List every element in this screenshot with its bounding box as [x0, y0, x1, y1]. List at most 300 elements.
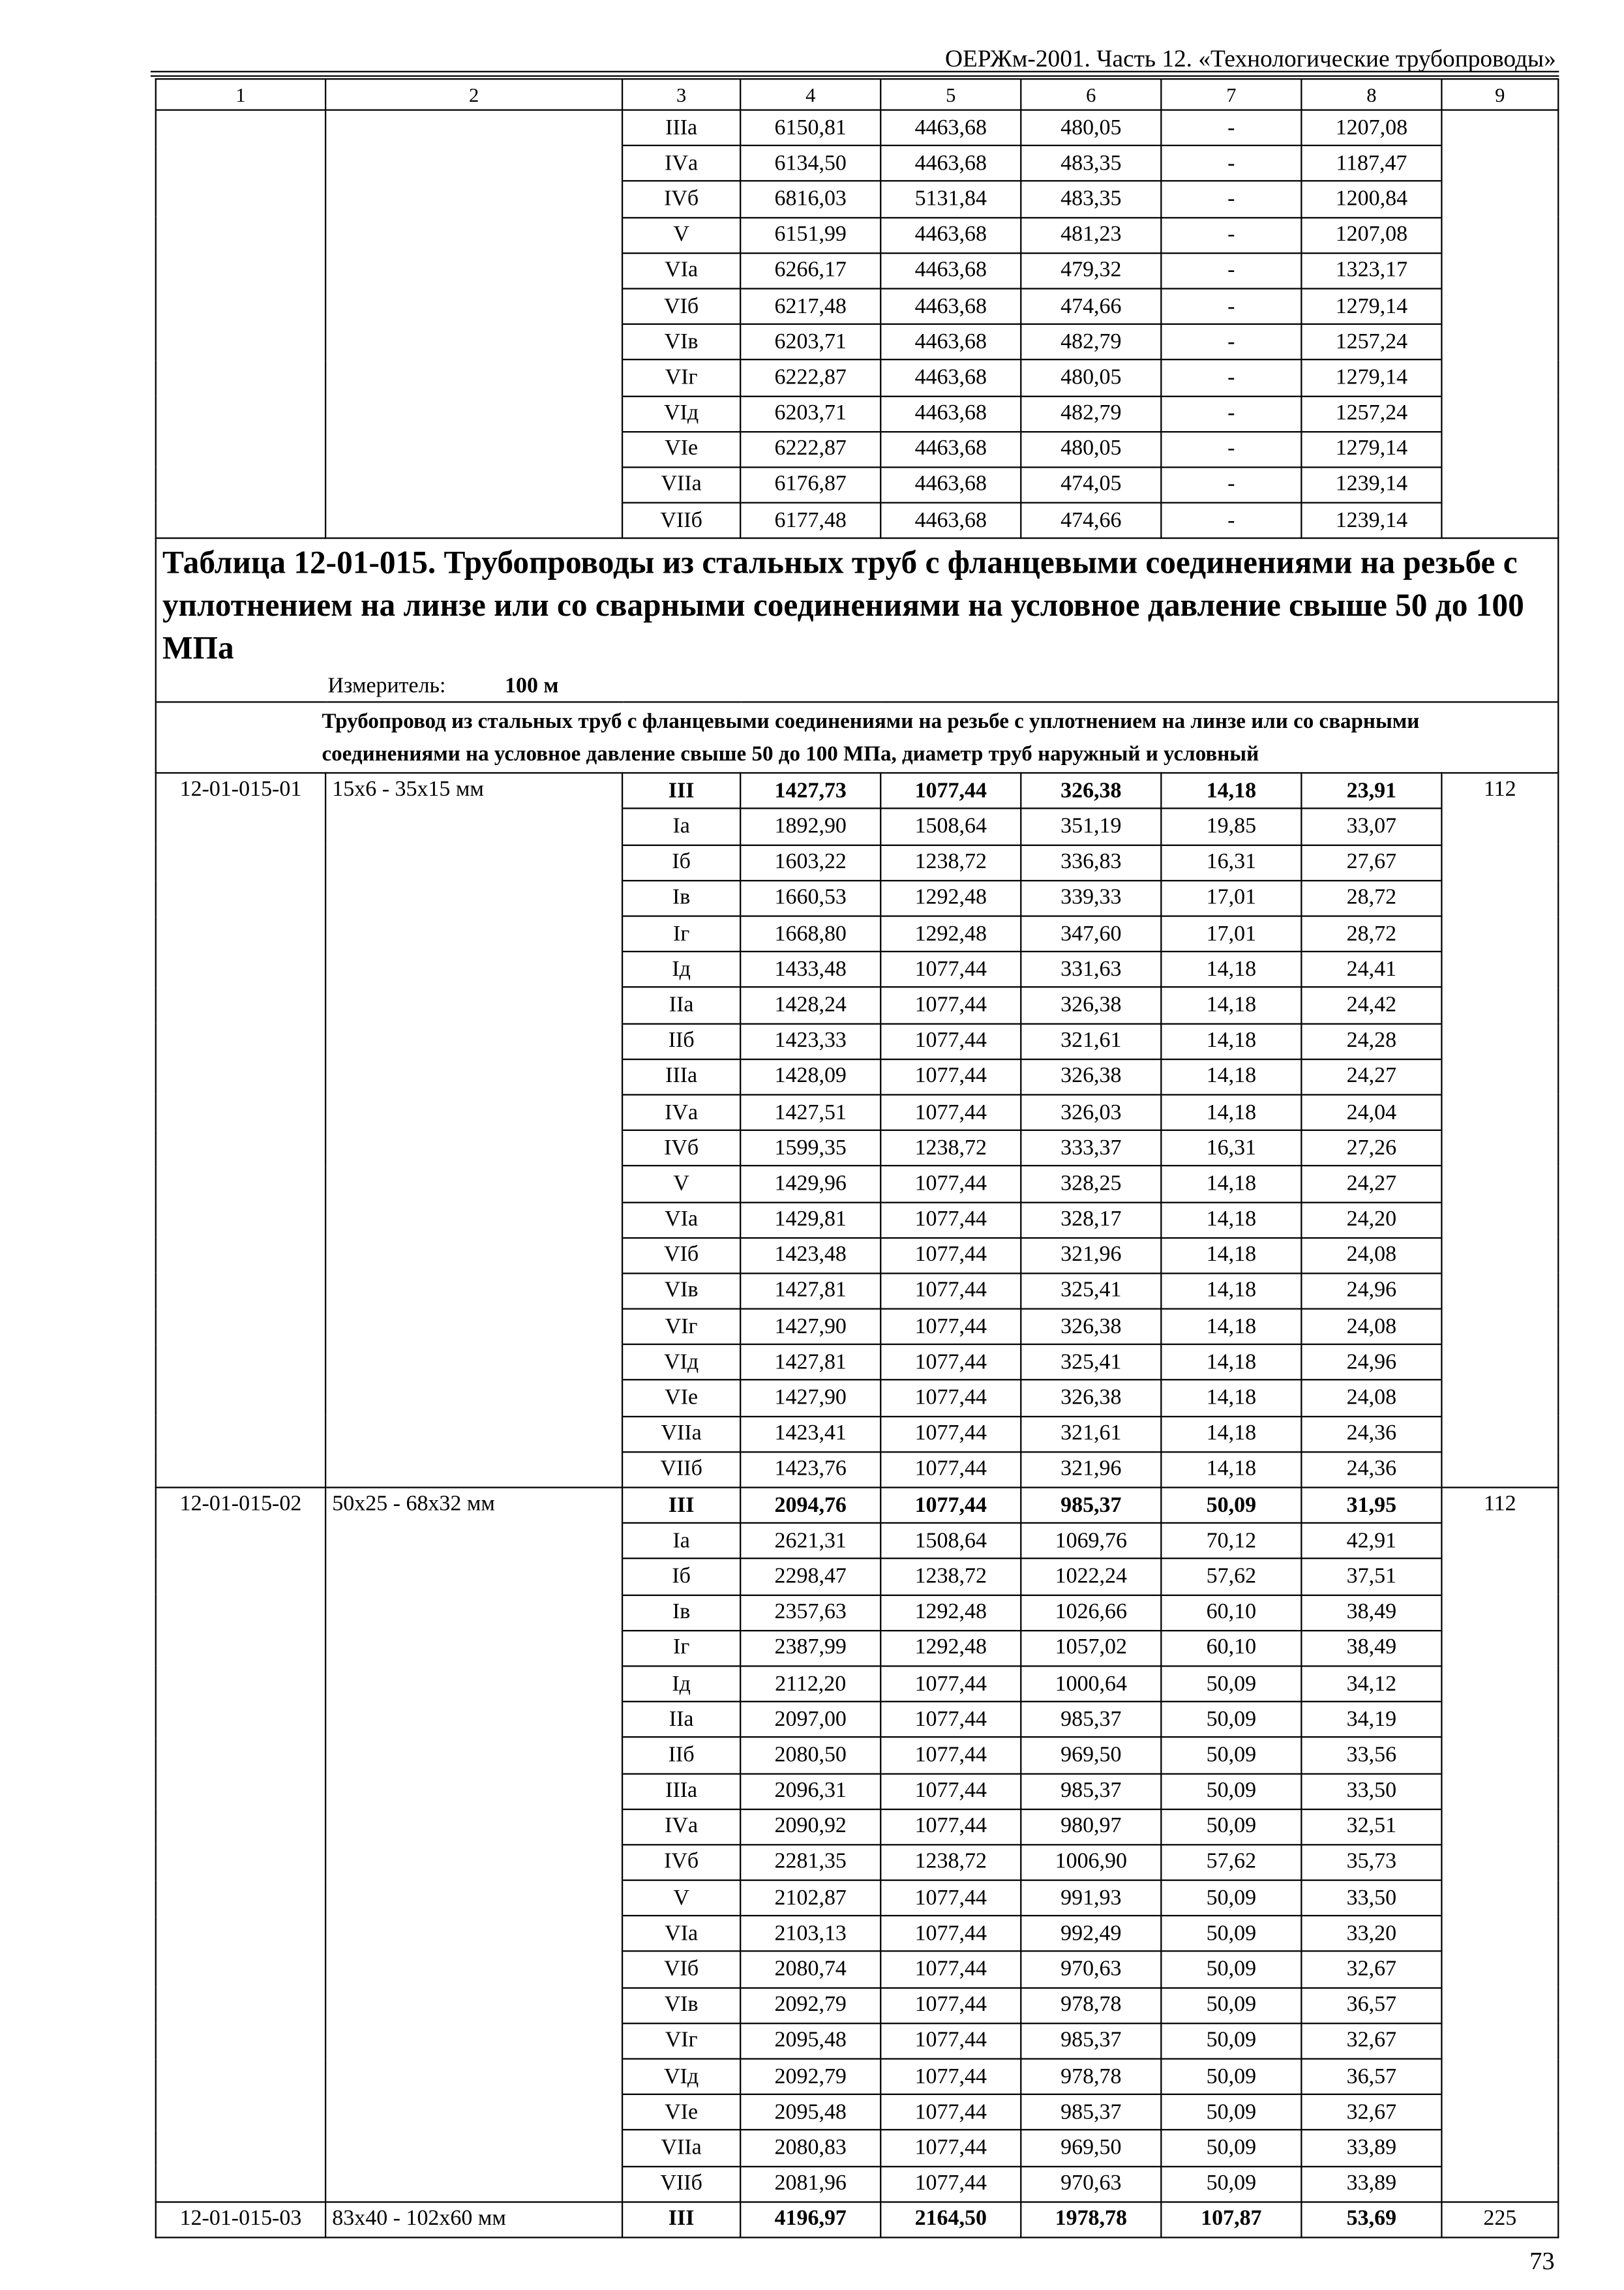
rate-variant: VIIб [622, 503, 740, 539]
labor-cost: 1292,48 [880, 916, 1021, 952]
blank-cell [156, 110, 325, 539]
materials-cost: 38,49 [1301, 1595, 1441, 1631]
machine-cost: 351,19 [1021, 809, 1161, 845]
total-cost: 2080,50 [740, 1738, 880, 1773]
table-row [156, 110, 1558, 146]
measure-label: Измеритель: [327, 675, 446, 699]
machine-cost: 481,23 [1021, 217, 1161, 253]
total-cost: 1423,76 [740, 1452, 880, 1488]
rate-variant: IVа [622, 1094, 740, 1130]
labor-cost: 1077,44 [880, 1773, 1021, 1809]
machinist-wages: 14,18 [1161, 1380, 1301, 1416]
total-cost: 1660,53 [740, 881, 880, 916]
rate-variant: Iв [622, 1595, 740, 1631]
machine-cost: 331,63 [1021, 952, 1161, 987]
labor-cost: 1077,44 [880, 1880, 1021, 1916]
materials-cost: 24,27 [1301, 1166, 1441, 1202]
rate-variant: VIIа [622, 467, 740, 503]
total-cost: 1427,90 [740, 1309, 880, 1345]
machinist-wages: - [1161, 181, 1301, 217]
machine-cost: 985,37 [1021, 1773, 1161, 1809]
total-cost: 6203,71 [740, 396, 880, 432]
rate-variant: Iа [622, 809, 740, 845]
materials-cost: 32,67 [1301, 2023, 1441, 2059]
total-cost: 1603,22 [740, 845, 880, 881]
column-9-value: 225 [1441, 2202, 1558, 2238]
machinist-wages: - [1161, 288, 1301, 324]
labor-cost: 4463,68 [880, 110, 1021, 146]
machinist-wages: 14,18 [1161, 1202, 1301, 1238]
machinist-wages: 16,31 [1161, 1130, 1301, 1166]
materials-cost: 24,27 [1301, 1059, 1441, 1095]
materials-cost: 24,20 [1301, 1202, 1441, 1238]
materials-cost: 24,08 [1301, 1237, 1441, 1273]
materials-cost: 33,20 [1301, 1916, 1441, 1952]
total-cost: 2103,13 [740, 1916, 880, 1952]
machinist-wages: - [1161, 324, 1301, 360]
rate-variant: VIв [622, 1273, 740, 1309]
total-cost: 1427,81 [740, 1273, 880, 1309]
materials-cost: 33,89 [1301, 2166, 1441, 2202]
labor-cost: 1077,44 [880, 1166, 1021, 1202]
materials-cost: 28,72 [1301, 916, 1441, 952]
materials-cost: 34,12 [1301, 1666, 1441, 1702]
materials-cost: 42,91 [1301, 1523, 1441, 1559]
column-number: 1 [156, 79, 325, 110]
machine-cost: 1057,02 [1021, 1631, 1161, 1666]
materials-cost: 1279,14 [1301, 360, 1441, 396]
materials-cost: 24,96 [1301, 1273, 1441, 1309]
machine-cost: 326,38 [1021, 1309, 1161, 1345]
item-code: 12-01-015-01 [156, 774, 325, 1488]
labor-cost: 4463,68 [880, 253, 1021, 289]
materials-cost: 38,49 [1301, 1631, 1441, 1666]
machinist-wages: 14,18 [1161, 1023, 1301, 1059]
machinist-wages: 14,18 [1161, 1309, 1301, 1345]
item-name: 15х6 - 35х15 мм [325, 774, 622, 1488]
total-cost: 2095,48 [740, 2023, 880, 2059]
machine-cost: 985,37 [1021, 1702, 1161, 1738]
machinist-wages: - [1161, 145, 1301, 181]
labor-cost: 1077,44 [880, 1273, 1021, 1309]
materials-cost: 32,67 [1301, 2094, 1441, 2130]
machine-cost: 1978,78 [1021, 2202, 1161, 2238]
materials-cost: 1200,84 [1301, 181, 1441, 217]
column-number: 7 [1161, 79, 1301, 110]
machinist-wages: - [1161, 360, 1301, 396]
total-cost: 6816,03 [740, 181, 880, 217]
total-cost: 1429,81 [740, 1202, 880, 1238]
total-cost: 2090,92 [740, 1809, 880, 1845]
labor-cost: 1508,64 [880, 809, 1021, 845]
labor-cost: 1077,44 [880, 2166, 1021, 2202]
machinist-wages: 14,18 [1161, 987, 1301, 1023]
measure-value: 100 м [505, 675, 559, 699]
rate-variant: VIг [622, 1309, 740, 1345]
rate-variant: IVа [622, 145, 740, 181]
table-heading-row [156, 539, 1558, 702]
machine-cost: 328,25 [1021, 1166, 1161, 1202]
labor-cost: 1077,44 [880, 1094, 1021, 1130]
column-numbers-row [156, 79, 1558, 110]
item-code: 12-01-015-03 [156, 2202, 325, 2238]
total-cost: 2387,99 [740, 1631, 880, 1666]
labor-cost: 1077,44 [880, 952, 1021, 987]
materials-cost: 1187,47 [1301, 145, 1441, 181]
labor-cost: 1238,72 [880, 1130, 1021, 1166]
rate-variant: VIIа [622, 1416, 740, 1452]
labor-cost: 1077,44 [880, 1452, 1021, 1488]
total-cost: 2112,20 [740, 1666, 880, 1702]
machine-cost: 326,38 [1021, 987, 1161, 1023]
machine-cost: 1000,64 [1021, 1666, 1161, 1702]
machinist-wages: - [1161, 467, 1301, 503]
machinist-wages: 50,09 [1161, 2130, 1301, 2166]
rate-variant: IIIа [622, 110, 740, 146]
machine-cost: 321,96 [1021, 1237, 1161, 1273]
item-name: 50х25 - 68х32 мм [325, 1488, 622, 2202]
machinist-wages: 50,09 [1161, 2059, 1301, 2095]
measure-line [328, 672, 1552, 702]
machine-cost: 474,66 [1021, 288, 1161, 324]
rate-variant: VIа [622, 1916, 740, 1952]
machine-cost: 480,05 [1021, 360, 1161, 396]
rate-variant: IVб [622, 1130, 740, 1166]
machine-cost: 985,37 [1021, 2094, 1161, 2130]
labor-cost: 5131,84 [880, 181, 1021, 217]
labor-cost: 1292,48 [880, 1631, 1021, 1666]
materials-cost: 1257,24 [1301, 324, 1441, 360]
total-cost: 1427,81 [740, 1345, 880, 1381]
total-cost: 6134,50 [740, 145, 880, 181]
rate-variant: IIа [622, 987, 740, 1023]
total-cost: 1668,80 [740, 916, 880, 952]
total-cost: 2092,79 [740, 2059, 880, 2095]
labor-cost: 4463,68 [880, 503, 1021, 539]
labor-cost: 2164,50 [880, 2202, 1021, 2238]
machine-cost: 480,05 [1021, 110, 1161, 146]
total-cost: 1427,51 [740, 1094, 880, 1130]
labor-cost: 4463,68 [880, 396, 1021, 432]
labor-cost: 4463,68 [880, 324, 1021, 360]
machine-cost: 480,05 [1021, 431, 1161, 467]
total-cost: 2080,83 [740, 2130, 880, 2166]
total-cost: 6151,99 [740, 217, 880, 253]
total-cost: 1429,96 [740, 1166, 880, 1202]
machinist-wages: 57,62 [1161, 1559, 1301, 1595]
machine-cost: 326,03 [1021, 1094, 1161, 1130]
table-description: Трубопровод из стальных труб с фланцевыми соединениями на резьбе с уплотнением на линзе или со сварными соединениями на условное давление свыше 50 до 100 МПа, диаметр труб наружный и условный [156, 702, 1558, 774]
materials-cost: 37,51 [1301, 1559, 1441, 1595]
labor-cost: 1077,44 [880, 1488, 1021, 1524]
rate-variant: Iб [622, 1559, 740, 1595]
labor-cost: 1077,44 [880, 774, 1021, 809]
materials-cost: 28,72 [1301, 881, 1441, 916]
total-cost: 1423,41 [740, 1416, 880, 1452]
machinist-wages: - [1161, 396, 1301, 432]
machine-cost: 969,50 [1021, 1738, 1161, 1773]
machine-cost: 336,83 [1021, 845, 1161, 881]
rate-variant: VIIа [622, 2130, 740, 2166]
total-cost: 1427,73 [740, 774, 880, 809]
materials-cost: 32,67 [1301, 1951, 1441, 1987]
rate-variant: VIд [622, 2059, 740, 2095]
machinist-wages: 50,09 [1161, 2166, 1301, 2202]
rate-variant: IIб [622, 1738, 740, 1773]
labor-cost: 4463,68 [880, 431, 1021, 467]
rate-variant: III [622, 1488, 740, 1524]
total-cost: 6203,71 [740, 324, 880, 360]
labor-cost: 4463,68 [880, 217, 1021, 253]
materials-cost: 27,67 [1301, 845, 1441, 881]
machine-cost: 321,61 [1021, 1023, 1161, 1059]
machinist-wages: 16,31 [1161, 845, 1301, 881]
machinist-wages: 50,09 [1161, 1773, 1301, 1809]
materials-cost: 1279,14 [1301, 288, 1441, 324]
machine-cost: 969,50 [1021, 2130, 1161, 2166]
machinist-wages: 14,18 [1161, 952, 1301, 987]
machine-cost: 985,37 [1021, 1488, 1161, 1524]
labor-cost: 1077,44 [880, 987, 1021, 1023]
machine-cost: 1069,76 [1021, 1523, 1161, 1559]
materials-cost: 1207,08 [1301, 217, 1441, 253]
labor-cost: 4463,68 [880, 467, 1021, 503]
materials-cost: 36,57 [1301, 2059, 1441, 2095]
machinist-wages: 14,18 [1161, 1059, 1301, 1095]
machinist-wages: 17,01 [1161, 881, 1301, 916]
total-cost: 2298,47 [740, 1559, 880, 1595]
machinist-wages: 60,10 [1161, 1595, 1301, 1631]
machine-cost: 326,38 [1021, 1059, 1161, 1095]
rate-variant: V [622, 217, 740, 253]
materials-cost: 33,50 [1301, 1880, 1441, 1916]
labor-cost: 1077,44 [880, 1916, 1021, 1952]
rate-variant: VIв [622, 1987, 740, 2023]
machine-cost: 328,17 [1021, 1202, 1161, 1238]
machine-cost: 482,79 [1021, 396, 1161, 432]
rate-variant: IIIа [622, 1773, 740, 1809]
materials-cost: 33,50 [1301, 1773, 1441, 1809]
machinist-wages: - [1161, 431, 1301, 467]
item-name: 83х40 - 102х60 мм [325, 2202, 622, 2238]
machinist-wages: 70,12 [1161, 1523, 1301, 1559]
labor-cost: 1077,44 [880, 1809, 1021, 1845]
page-number: 73 [1529, 2247, 1555, 2276]
machine-cost: 321,61 [1021, 1416, 1161, 1452]
rate-variant: IVа [622, 1809, 740, 1845]
rate-variant: VIг [622, 2023, 740, 2059]
rate-variant: VIб [622, 1237, 740, 1273]
total-cost: 4196,97 [740, 2202, 880, 2238]
total-cost: 1423,33 [740, 1023, 880, 1059]
rate-variant: Iв [622, 881, 740, 916]
labor-cost: 1077,44 [880, 1059, 1021, 1095]
materials-cost: 1257,24 [1301, 396, 1441, 432]
total-cost: 1892,90 [740, 809, 880, 845]
rate-variant: IIб [622, 1023, 740, 1059]
labor-cost: 1077,44 [880, 1023, 1021, 1059]
labor-cost: 1508,64 [880, 1523, 1021, 1559]
total-cost: 2096,31 [740, 1773, 880, 1809]
column-number: 2 [325, 79, 622, 110]
rate-variant: VIа [622, 1202, 740, 1238]
machinist-wages: 50,09 [1161, 1987, 1301, 2023]
machine-cost: 339,33 [1021, 881, 1161, 916]
labor-cost: 1077,44 [880, 2130, 1021, 2166]
materials-cost: 32,51 [1301, 1809, 1441, 1845]
running-header: ОЕРЖм-2001. Часть 12. «Технологические трубопроводы» [945, 44, 1556, 72]
machine-cost: 970,63 [1021, 2166, 1161, 2202]
column-9-value: 112 [1441, 774, 1558, 1488]
total-cost: 6177,48 [740, 503, 880, 539]
rate-variant: V [622, 1880, 740, 1916]
rate-variant: Iг [622, 916, 740, 952]
labor-cost: 1292,48 [880, 1595, 1021, 1631]
item-code: 12-01-015-02 [156, 1488, 325, 2202]
machinist-wages: - [1161, 217, 1301, 253]
rates-table-body [156, 79, 1558, 2237]
machinist-wages: 14,18 [1161, 1237, 1301, 1273]
machinist-wages: 14,18 [1161, 1416, 1301, 1452]
labor-cost: 1077,44 [880, 2094, 1021, 2130]
rate-variant: Iг [622, 1631, 740, 1666]
machine-cost: 325,41 [1021, 1273, 1161, 1309]
rate-variant: VIд [622, 1345, 740, 1381]
total-cost: 2092,79 [740, 1987, 880, 2023]
rate-variant: VIб [622, 288, 740, 324]
column-number: 5 [880, 79, 1021, 110]
rate-variant: IVб [622, 1845, 740, 1880]
blank-cell [325, 110, 622, 539]
rate-variant: VIг [622, 360, 740, 396]
materials-cost: 53,69 [1301, 2202, 1441, 2238]
rate-variant: VIд [622, 396, 740, 432]
table-row [156, 774, 1558, 809]
machine-cost: 479,32 [1021, 253, 1161, 289]
machinist-wages: - [1161, 253, 1301, 289]
total-cost: 6222,87 [740, 431, 880, 467]
labor-cost: 1077,44 [880, 1309, 1021, 1345]
total-cost: 2081,96 [740, 2166, 880, 2202]
materials-cost: 33,56 [1301, 1738, 1441, 1773]
rate-variant: III [622, 774, 740, 809]
labor-cost: 4463,68 [880, 360, 1021, 396]
total-cost: 6150,81 [740, 110, 880, 146]
machine-cost: 985,37 [1021, 2023, 1161, 2059]
machinist-wages: 107,87 [1161, 2202, 1301, 2238]
machine-cost: 978,78 [1021, 1987, 1161, 2023]
machinist-wages: 50,09 [1161, 1916, 1301, 1952]
materials-cost: 24,96 [1301, 1345, 1441, 1381]
rate-variant: Iб [622, 845, 740, 881]
rate-variant: IVб [622, 181, 740, 217]
materials-cost: 33,89 [1301, 2130, 1441, 2166]
total-cost: 2097,00 [740, 1702, 880, 1738]
rate-variant: Iд [622, 1666, 740, 1702]
rate-variant: VIв [622, 324, 740, 360]
machine-cost: 474,05 [1021, 467, 1161, 503]
materials-cost: 24,04 [1301, 1094, 1441, 1130]
labor-cost: 1077,44 [880, 1666, 1021, 1702]
total-cost: 6222,87 [740, 360, 880, 396]
total-cost: 2621,31 [740, 1523, 880, 1559]
description-row [156, 702, 1558, 774]
machine-cost: 347,60 [1021, 916, 1161, 952]
machinist-wages: 60,10 [1161, 1631, 1301, 1666]
labor-cost: 1077,44 [880, 1202, 1021, 1238]
column-number: 6 [1021, 79, 1161, 110]
total-cost: 2102,87 [740, 1880, 880, 1916]
materials-cost: 24,42 [1301, 987, 1441, 1023]
labor-cost: 1077,44 [880, 1987, 1021, 2023]
rate-variant: VIа [622, 253, 740, 289]
machinist-wages: 14,18 [1161, 1094, 1301, 1130]
total-cost: 2094,76 [740, 1488, 880, 1524]
machine-cost: 483,35 [1021, 181, 1161, 217]
labor-cost: 4463,68 [880, 288, 1021, 324]
total-cost: 1427,90 [740, 1380, 880, 1416]
materials-cost: 24,28 [1301, 1023, 1441, 1059]
total-cost: 2281,35 [740, 1845, 880, 1880]
machinist-wages: 50,09 [1161, 1738, 1301, 1773]
machinist-wages: 14,18 [1161, 1273, 1301, 1309]
column-number: 3 [622, 79, 740, 110]
machinist-wages: 50,09 [1161, 2023, 1301, 2059]
labor-cost: 1238,72 [880, 1845, 1021, 1880]
labor-cost: 1077,44 [880, 1702, 1021, 1738]
materials-cost: 24,36 [1301, 1416, 1441, 1452]
labor-cost: 1077,44 [880, 1416, 1021, 1452]
labor-cost: 1077,44 [880, 1345, 1021, 1381]
machinist-wages: - [1161, 110, 1301, 146]
rate-variant: IIIа [622, 1059, 740, 1095]
total-cost: 1423,48 [740, 1237, 880, 1273]
machine-cost: 1026,66 [1021, 1595, 1161, 1631]
labor-cost: 1238,72 [880, 1559, 1021, 1595]
labor-cost: 1077,44 [880, 1380, 1021, 1416]
machine-cost: 326,38 [1021, 774, 1161, 809]
materials-cost: 24,41 [1301, 952, 1441, 987]
column-number: 9 [1441, 79, 1558, 110]
rate-variant: Iа [622, 1523, 740, 1559]
machinist-wages: 14,18 [1161, 1166, 1301, 1202]
materials-cost: 27,26 [1301, 1130, 1441, 1166]
total-cost: 1433,48 [740, 952, 880, 987]
total-cost: 2357,63 [740, 1595, 880, 1631]
materials-cost: 1279,14 [1301, 431, 1441, 467]
machinist-wages: 50,09 [1161, 1880, 1301, 1916]
labor-cost: 1077,44 [880, 2023, 1021, 2059]
materials-cost: 24,08 [1301, 1309, 1441, 1345]
materials-cost: 34,19 [1301, 1702, 1441, 1738]
machine-cost: 474,66 [1021, 503, 1161, 539]
rate-variant: VIе [622, 2094, 740, 2130]
labor-cost: 1077,44 [880, 1951, 1021, 1987]
materials-cost: 35,73 [1301, 1845, 1441, 1880]
machinist-wages: 17,01 [1161, 916, 1301, 952]
machine-cost: 991,93 [1021, 1880, 1161, 1916]
machinist-wages: 50,09 [1161, 1809, 1301, 1845]
machine-cost: 333,37 [1021, 1130, 1161, 1166]
machine-cost: 325,41 [1021, 1345, 1161, 1381]
total-cost: 6176,87 [740, 467, 880, 503]
total-cost: 6217,48 [740, 288, 880, 324]
machine-cost: 1006,90 [1021, 1845, 1161, 1880]
machine-cost: 970,63 [1021, 1951, 1161, 1987]
table-title: Таблица 12-01-015. Трубопроводы из стальных труб с фланцевыми соединениями на резьбе с уплотнением на линзе или со сварными соединениями на условное давление свыше 50 до 100 МПа [162, 545, 1524, 667]
labor-cost: 1077,44 [880, 2059, 1021, 2095]
rate-variant: VIб [622, 1951, 740, 1987]
